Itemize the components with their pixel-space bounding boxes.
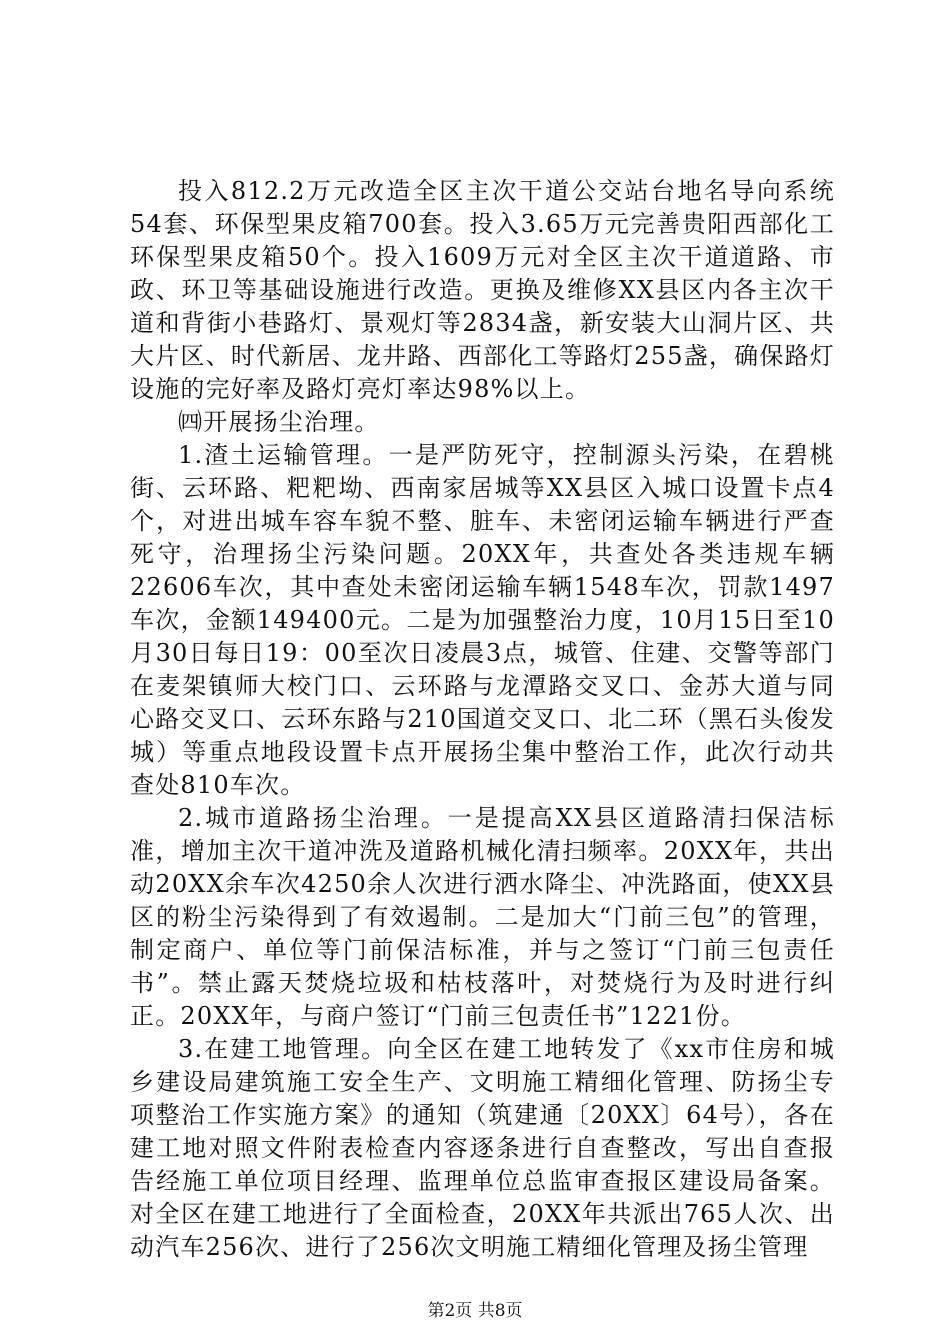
paragraph-investment: 投入812.2万元改造全区主次干道公交站台地名导向系统54套、环保型果皮箱700套。投入3.65万元完善贵阳西部化工环保型果皮箱50个。投入1609万元对全区主次干道道路、市政、环卫等基础设施进行改造。更换及维修XX县区内各主次干道和背街小巷路灯、景观灯等2834盏，新安装大山洞片区、共大片区、时代新居、龙井路、西部化工等路灯255盏，确保路灯设施的完好率及路灯亮灯率达98%以上。 — [130, 177, 835, 403]
paragraph-muck-transport: 1.渣土运输管理。一是严防死守，控制源头污染，在碧桃街、云环路、粑粑坳、西南家居城等XX县区入城口设置卡点4个，对进出城车容车貌不整、脏车、未密闭运输车辆进行严查死守，治理扬尘污染问题。20XX年，共查处各类违规车辆22606车次，其中查处未密闭运输车辆1548车次，罚款1497车次，金额149400元。二是为加强整治力度，10月15日至10月30日每日19：00至次日凌晨3点，城管、住建、交警等部门在麦架镇师大校门口、云环路与龙潭路交叉口、金苏大道与同心路交叉口、云环东路与210国道交叉口、北二环（黑石头俊发城）等重点地段设置卡点开展扬尘集中整治工作，此次行动共查处810车次。 — [130, 441, 835, 799]
paragraph-road-dust: 2.城市道路扬尘治理。一是提高XX县区道路清扫保洁标准，增加主次干道冲洗及道路机械化清扫频率。20XX年，共出动20XX余车次4250余人次进行洒水降尘、冲洗路面，使XX县区的粉尘污染得到了有效遏制。二是加大“门前三包”的管理，制定商户、单位等门前保洁标准，并与之签订“门前三包责任书”。禁止露天焚烧垃圾和枯枝落叶，对焚烧行为及时进行纠正。20XX年，与商户签订“门前三包责任书”1221份。 — [130, 804, 835, 1030]
paragraph-construction-sites: 3.在建工地管理。向全区在建工地转发了《xx市住房和城乡建设局建筑施工安全生产、文明施工精细化管理、防扬尘专项整治工作实施方案》的通知（筑建通〔20XX〕64号），各在建工地对照文件附表检查内容逐条进行自查整改，写出自查报告经施工单位项目经理、监理单位总监审查报区建设局备案。对全区在建工地进行了全面检查，20XX年共派出765人次、出动汽车256次、进行了256次文明施工精细化管理及扬尘管理 — [130, 1035, 835, 1261]
document-body — [130, 175, 835, 1264]
section-heading-dust-control: ㈣开展扬尘治理。 — [178, 408, 380, 436]
page-footer: 第2页 共8页 — [427, 1301, 523, 1321]
